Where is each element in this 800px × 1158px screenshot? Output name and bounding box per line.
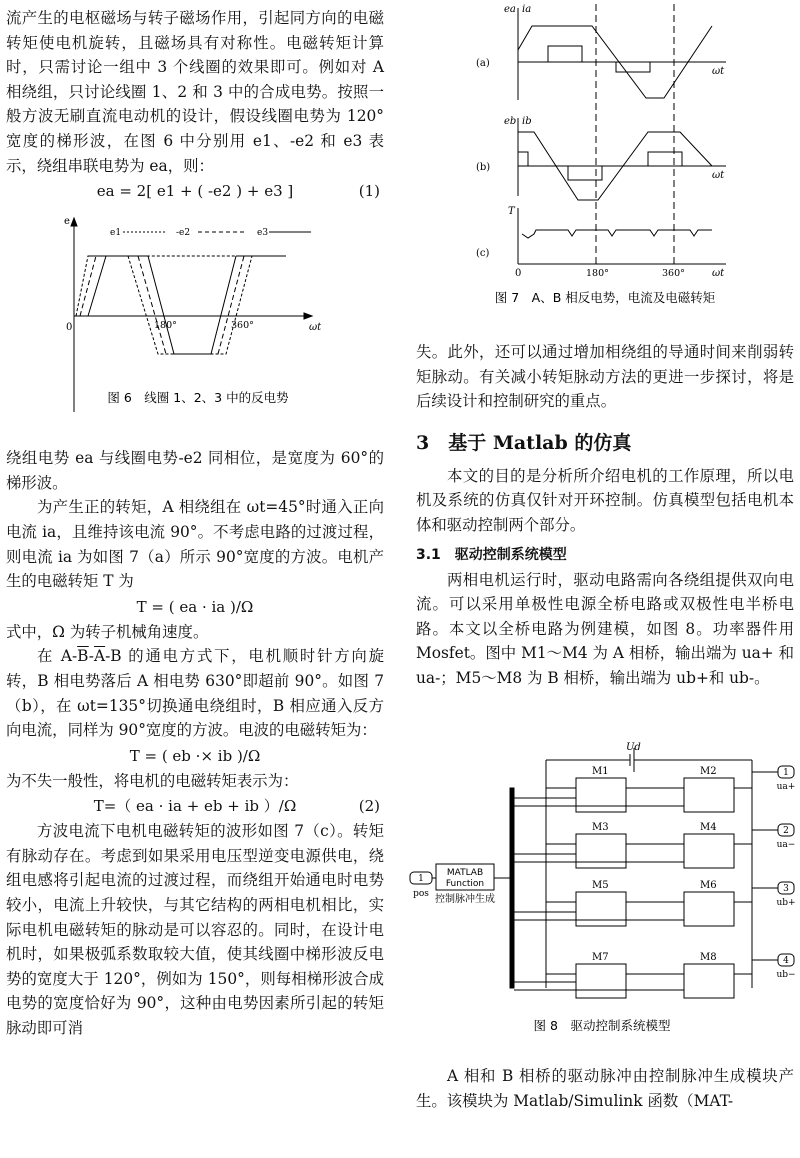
paragraph: A 相和 B 相桥的驱动脉冲由控制脉冲生成模块产生。该模块为 Matlab/Simulink 函数（MAT-	[416, 1067, 794, 1110]
legend-e1: e1	[110, 228, 122, 239]
panel-c-label: (c)	[476, 248, 490, 259]
origin-label: 0	[66, 322, 73, 334]
mosfet-m5-label: M5	[592, 880, 609, 891]
equation-body: T = ( ea · ia )/Ω	[136, 597, 254, 616]
text-run: -B 的通电方式下，电机顺时针方向旋转，B 相电势落后 A 相电势 630°即超前 90°。如图 7（b），在 ωt=135°切换通电绕组时，B 相应通入反方向电流，同样为 90°宽度的方波。电波的电磁转矩为：	[6, 647, 384, 740]
label-eb: eb	[504, 116, 517, 127]
right-column	[416, 0, 794, 691]
section-heading-3: 3 基于 Matlab 的仿真	[416, 431, 632, 454]
legend-e3: e3	[257, 228, 269, 239]
equation-body: T = ( eb ·× ib )/Ω	[129, 746, 261, 765]
tick-180: 180°	[154, 320, 177, 332]
tick-360: 360°	[231, 320, 254, 332]
equation-4	[6, 793, 384, 819]
equation-3	[6, 743, 384, 769]
label-ia: ia	[522, 4, 532, 15]
figure-8-caption: 图 8 驱动控制系统模型	[533, 1018, 671, 1033]
right-column-bottom	[416, 1064, 794, 1113]
paragraph: 为不失一般性，将电机的电磁转矩表示为：	[6, 771, 299, 790]
left-column	[6, 0, 384, 1041]
equation-body: ea = 2[ e1 + ( -e2 ) + e3 ]	[96, 182, 294, 201]
matlab-block-line2: Function	[445, 879, 485, 889]
input-port-name: pos	[413, 889, 429, 899]
figure-7-caption: 图 7 A、B 相反电势，电流及电磁转矩	[494, 290, 716, 305]
figure-7	[416, 0, 794, 318]
output-ub-plus: ub+	[776, 898, 796, 908]
text-run-overline: $\overline{B}$	[77, 647, 89, 666]
paragraph: 流产生的电枢磁场与转子磁场作用，引起同方向的电磁转矩使电机旋转，且磁场具有对称性。电磁转矩计算时，只需讨论一组中 3 个线圈的效果即可。例如对 A 相绕组，只讨论线圈 1、2 和 3 中的合成电势。按照一般方波无刷直流电动机的设计，假设线圈电势为 120°宽度的梯形波，在图 6 中分别用 e1、-e2 和 e3 表示，绕组串联电势为 ea，则：	[6, 9, 384, 175]
panel-b-label: (b)	[476, 162, 491, 173]
paragraph: 为产生正的转矩，A 相绕组在 ωt=45°时通入正向电流 ia，且维持该电流 90°。不考虑电路的过渡过程，则电流 ia 为如图 7（a）所示 90°宽度的方波。电机产生的电磁转矩 T 为	[6, 498, 384, 591]
output-ub-minus: ub−	[776, 970, 796, 980]
paragraph: 式中，Ω 为转子机械角速度。	[6, 622, 209, 641]
mosfet-m4-label: M4	[700, 822, 717, 833]
equation-number: (1)	[358, 182, 380, 201]
paragraph: 本文的目的是分析所介绍电机的工作原理，所以电机及系统的仿真仅针对开环控制。仿真模型包括电机本体和驱动控制两个部分。	[416, 466, 794, 534]
origin-label: 0	[515, 268, 522, 279]
text-run: -	[88, 647, 94, 666]
paragraph: 方波电流下电机电磁转矩的波形如图 7（c）。转矩有脉动存在。考虑到如果采用电压型逆变电源供电，绕组电感将引起电流的过渡过程，而绕组开始通电时电势较小，电流上升较快，与其它结构的两相电机相比，实际电机电磁转矩的脉动是可以容忍的。同时，在设计电机时，如果极弧系数取较大值，使其线圈中梯形波反电势的宽度大于 120°，例如为 150°，则每相梯形波合成电势的宽度恰好为 90°，这种由电势因素所引起的转矩脉动即可消	[6, 822, 384, 1038]
mosfet-m7-label: M7	[592, 952, 609, 963]
figure-6-caption: 图 6 线圈 1、2、3 中的反电势	[107, 390, 289, 406]
output-port-3: 3	[783, 884, 789, 894]
paragraph: 失。此外，还可以通过增加相绕组的导通时间来削弱转矩脉动。有关减小转矩脉动方法的更进一步探讨，将是后续设计和控制研究的重点。	[416, 343, 794, 411]
mosfet-m6-label: M6	[700, 880, 717, 891]
axis-wt-label: ωt	[309, 322, 322, 334]
output-port-1: 1	[783, 768, 789, 778]
text-run: 在 A-	[37, 647, 78, 666]
paragraph	[6, 644, 384, 742]
equation-1	[6, 178, 384, 204]
paragraph: 两相电机运行时，驱动电路需向各绕组提供双向电流。可以采用单极性电源全桥电路或双极性电半桥电路。本文以全桥电路为例建模，如图 8。功率器件用 Mosfet。图中 M1～M4 为 A 相桥，输出端为 ua+ 和 ua-；M5～M8 为 B 相桥，输出端为 ub+和 ub-。	[416, 570, 794, 687]
label-T: T	[508, 206, 515, 217]
legend-e2: -e2	[176, 228, 191, 239]
axis-wt-b: ωt	[712, 170, 725, 181]
figure-8	[406, 738, 798, 1042]
ud-label: Ud	[626, 742, 641, 753]
output-ua-minus: ua−	[776, 840, 796, 850]
equation-body: T=（ ea · ia + eb + ib ）/Ω	[93, 797, 297, 816]
mosfet-m1-label: M1	[592, 766, 609, 777]
axis-e-label: e	[64, 216, 70, 228]
label-ib: ib	[522, 116, 532, 127]
paragraph: 绕组电势 ea 与线圈电势-e2 同相位，是宽度为 60°的梯形波。	[6, 449, 384, 492]
axis-wt-a: ωt	[712, 66, 725, 77]
tick-360: 360°	[662, 268, 685, 279]
matlab-block-caption: 控制脉冲生成	[435, 894, 495, 905]
figure-6	[6, 212, 384, 440]
label-ea: ea	[504, 4, 516, 15]
panel-a-label: (a)	[476, 58, 490, 69]
output-ua-plus: ua+	[776, 782, 796, 792]
input-port-number: 1	[418, 874, 424, 884]
output-port-4: 4	[783, 956, 789, 966]
axis-wt-c: ωt	[712, 268, 725, 279]
text-run-overline: $\overline{A}$	[93, 647, 106, 666]
equation-number: (2)	[358, 797, 380, 816]
mosfet-m3-label: M3	[592, 822, 609, 833]
matlab-block-line1: MATLAB	[446, 868, 484, 878]
tick-180: 180°	[586, 268, 609, 279]
output-port-2: 2	[783, 826, 789, 836]
mosfet-m2-label: M2	[700, 766, 717, 777]
subsection-heading-3-1: 3.1 驱动控制系统模型	[416, 546, 567, 563]
mosfet-m8-label: M8	[700, 952, 717, 963]
equation-2	[6, 594, 384, 620]
